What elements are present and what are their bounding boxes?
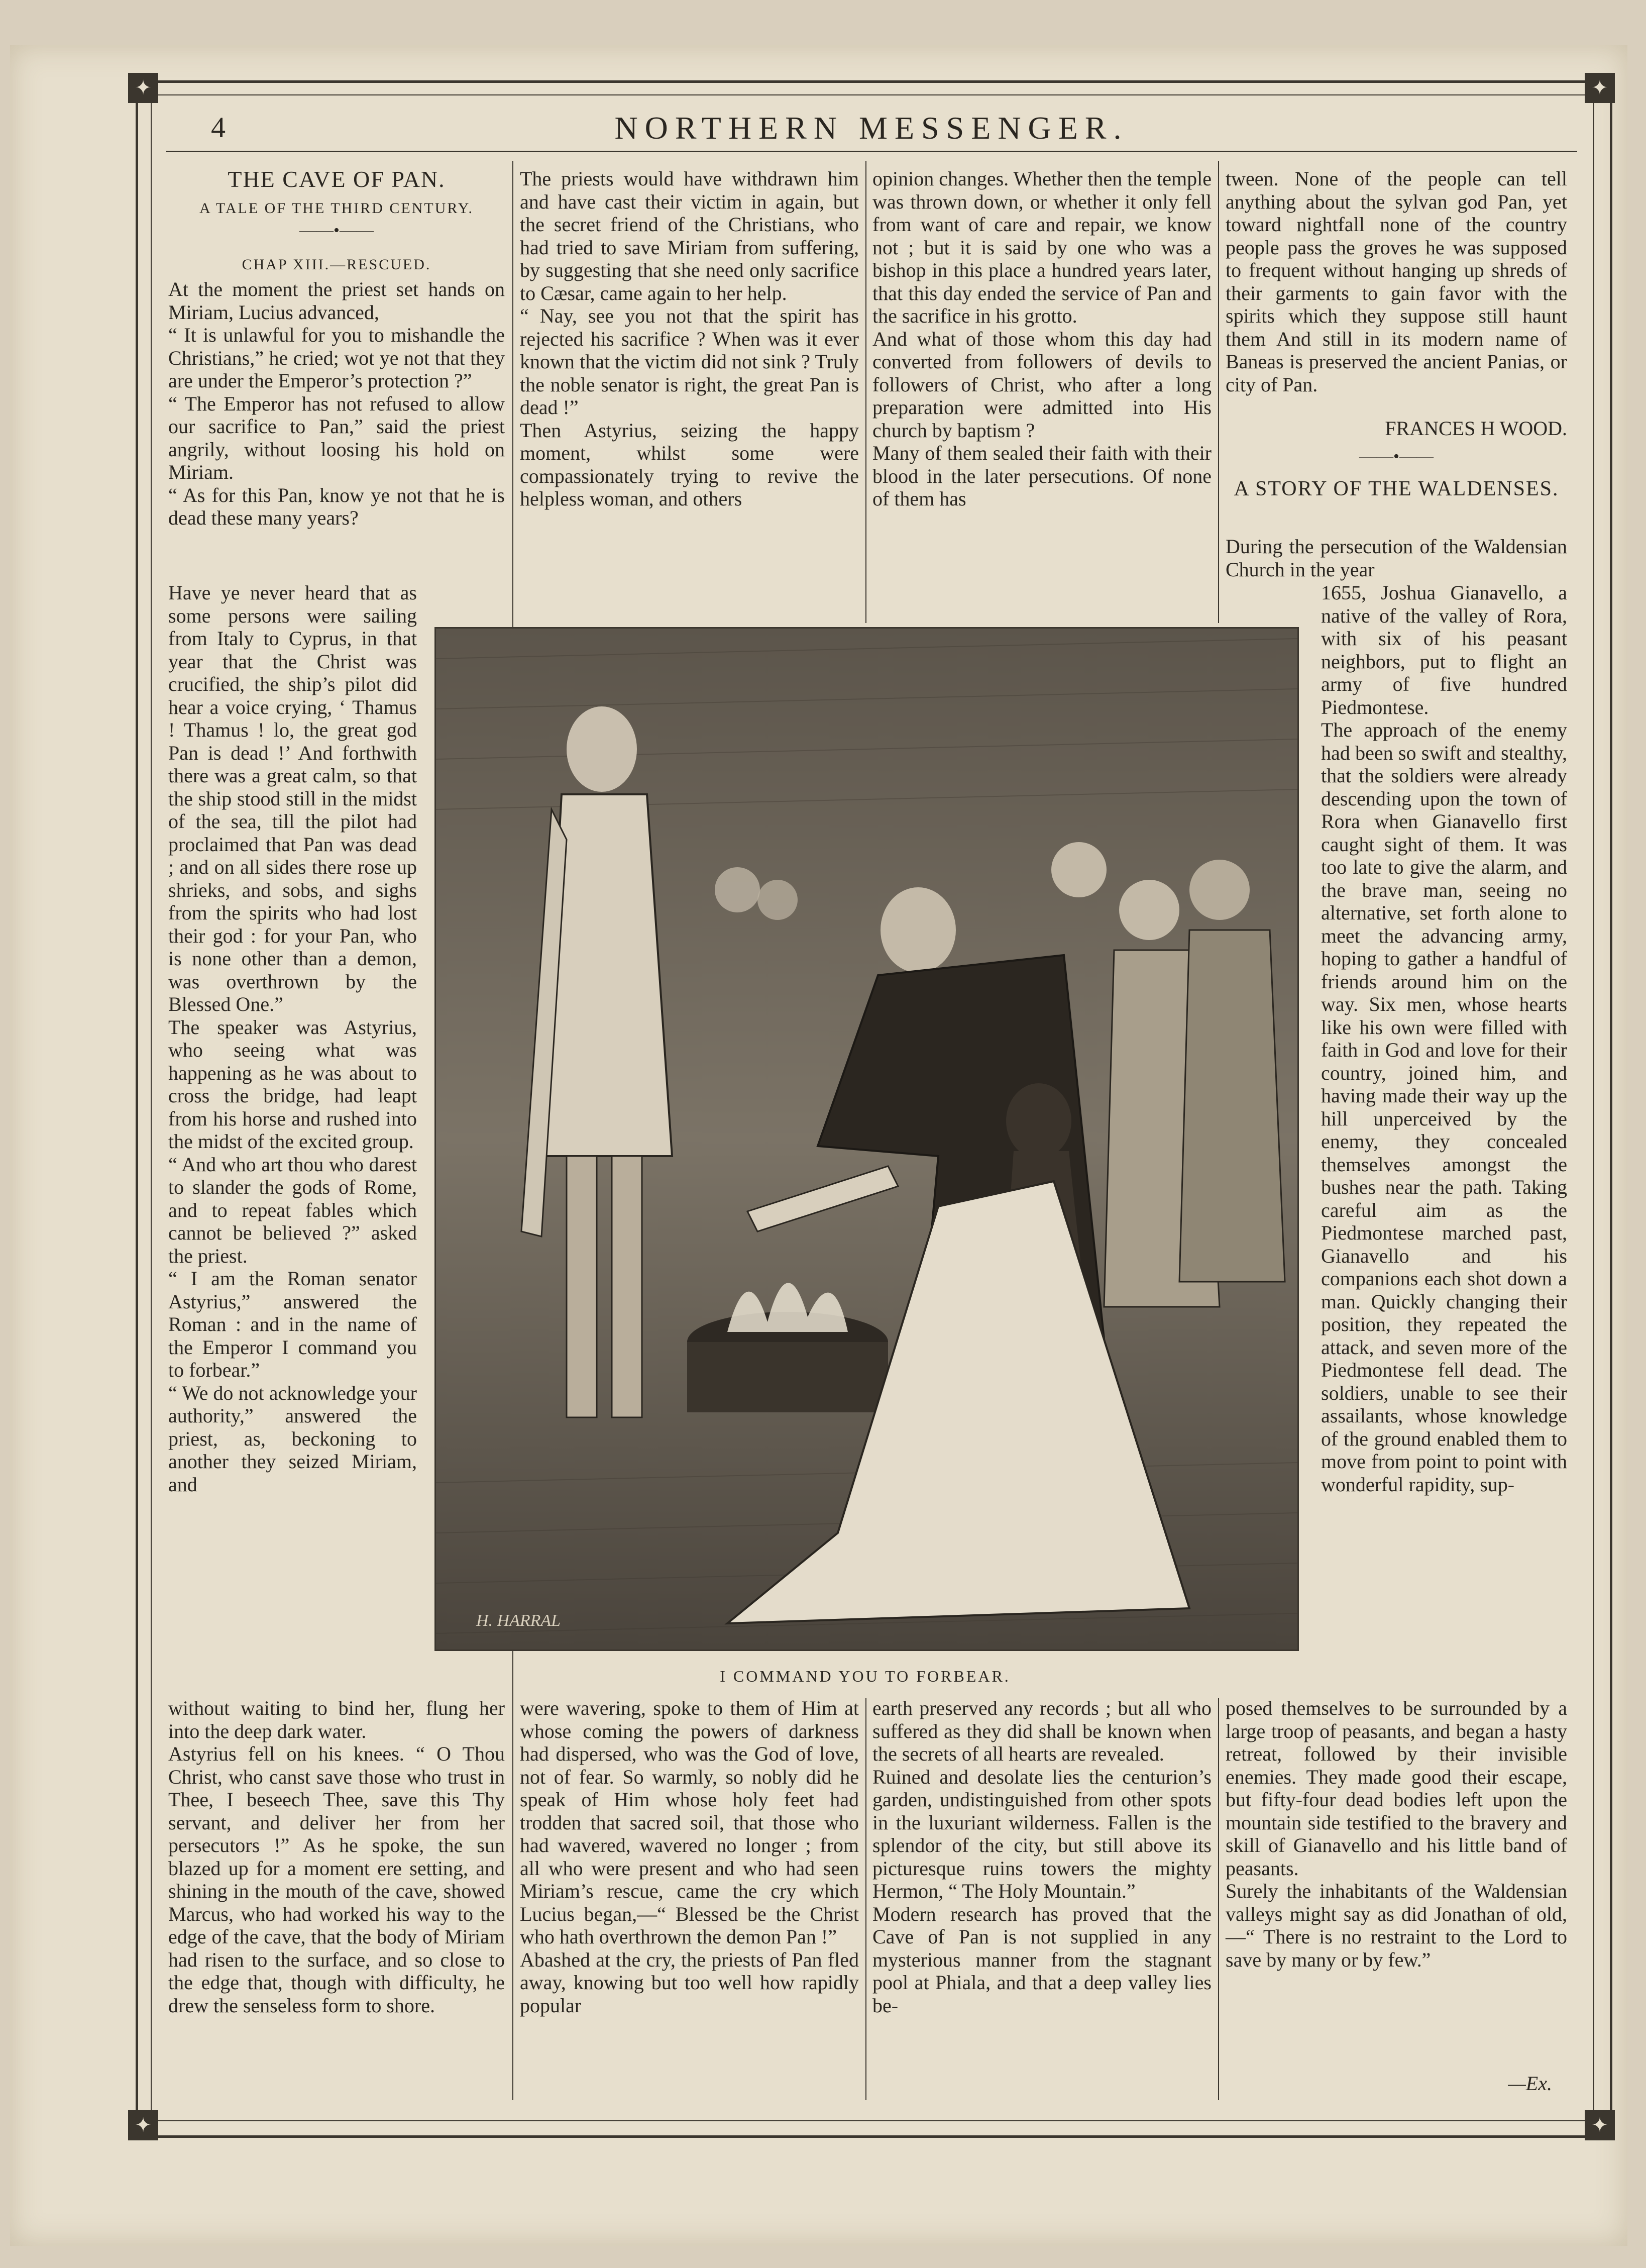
- article-text: During the persecution of the Waldensian Church in the year: [1226, 535, 1567, 581]
- author-byline: FRANCES H WOOD.: [1385, 417, 1567, 440]
- article-text: tween. None of the people can tell anything about the sylvan god Pan, yet toward nightfall none of the country people pass the groves he was supposed to frequent without hanging up shreds of their garments to gain favor with the spirits which they suppose still haunt them And still in its modern name of Baneas is preserved the ancient Panias, or city of Pan.: [1226, 167, 1567, 396]
- page-number: 4: [211, 111, 226, 144]
- article-text: earth preserved any records ; but all who suffered as they did shall be known when the secrets of all hearts are revealed. Ruined and desolate lies the centurion’s garden, undistinguished from other spots in the luxuriant wilderness. Fallen is the splendor of the city, but still above its picturesque ruins towers the mighty Hermon, “ The Holy Mountain.” Modern research has proved that the Cave of Pan is not supplied in any mysterious manner from the stagnant pool at Phiala, and that a deep valley lies be-: [872, 1697, 1212, 2017]
- article-text: opinion changes. Whether then the temple was thrown down, or whether it only fell from want of care and repair, we know not ; but it is said by one who was a bishop in this place a hundred years later, that this day ended the service of Pan and the sacrifice in his grotto. And what of those whom this day had converted from followers of devils to followers of Christ, who after a long preparation were admitted into His church by baptism ? Many of them sealed their faith with their blood in the later persecutions. Of none of them has: [872, 167, 1212, 510]
- chapter-heading: CHAP XIII.—RESCUED.: [242, 256, 431, 273]
- column-rule: [1218, 161, 1219, 623]
- corner-ornament-icon: ✦: [128, 73, 158, 103]
- masthead: NORTHERN MESSENGER.: [614, 110, 1129, 146]
- column-rule: [865, 1698, 866, 2100]
- article-text: Have ye never heard that as some persons were sailing from Italy to Cyprus, in that year that the Christ was crucified, the ship’s pilot did hear a voice crying, ‘ Thamus ! Thamus ! lo, the great god Pan is dead !’ And forthwith there was a great calm, so that the ship stood still in the midst of the sea, till the pilot had proclaimed that Pan was dead ; and on all sides there rose up shrieks, and sobs, and sighs from the spirits who had lost their god : for your Pan, who is none other than a demon, was overthrown by the Blessed One.” The speaker was Astyrius, who seeing what was happening as he was about to cross the bridge, had leapt from his horse and rushed into the midst of the excited group. “ And who art thou who darest to slander the gods of Rome, and to repeat fables which cannot be believed ?” asked the priest. “ I am the Roman senator Astyrius,” answered the Roman : and in the name of the Emperor I command you to forbear.” “ We do not acknowledge your authority,” answered the priest, as, beckoning to another they seized Miriam, and: [168, 581, 417, 1496]
- article-text: At the moment the priest set hands on Miriam, Lucius advanced, “ It is unlawful for you to mishandle the Christians,” he cried; wot ye not that they are under the Emperor’s protection ?” “ The Emperor has not refused to allow our sacrifice to Pan,” said the priest angrily, without loosing his hold on Miriam. “ As for this Pan, know ye not that he is dead these many years?: [168, 278, 505, 529]
- engraving-illustration: [434, 627, 1299, 1651]
- illustration-caption: I COMMAND YOU TO FORBEAR.: [720, 1667, 1011, 1685]
- corner-ornament-icon: ✦: [1585, 73, 1615, 103]
- article-text: were wavering, spoke to them of Him at whose coming the powers of darkness had dispersed, who was the God of love, not of fear. So warmly, so nobly did he speak of Him whose holy feet had trodden that sacred soil, that those who had wavered, wavered no longer ; from all who were present and who had seen Miriam’s rescue, came the cry which Lucius began,—“ Blessed be the Christ who hath overthrown the demon Pan !” Abashed at the cry, the priests of Pan fled away, knowing but too well how rapidly popular: [520, 1697, 859, 2017]
- divider: ——•——: [299, 221, 374, 240]
- article-text: without waiting to bind her, flung her into the deep dark water. Astyrius fell on his knees. “ O Thou Christ, who canst save those who trust in Thee, I beseech Thee, save this Thy servant, and deliver her from her persecutors !” As he spoke, the sun blazed up for a moment ere setting, and shining in the mouth of the cave, showed Marcus, who had worked his way to the edge of the cave, that the body of Miriam had risen to the surface, and so close to the edge that, though with difficulty, he drew the senseless form to shore.: [168, 1697, 505, 2017]
- article-text: The priests would have withdrawn him and have cast their victim in again, but the secret friend of the Christians, who had tried to save Miriam from suffering, by suggesting that she need only sacrifice to Cæsar, came again to her help. “ Nay, see you not that the spirit has rejected his sacrifice ? When was it ever known that the victim did not sink ? Truly the noble senator is right, the great Pan is dead !” Then Astyrius, seizing the happy moment, whilst some were compassionately trying to revive the helpless woman, and others: [520, 167, 859, 510]
- article-text: 1655, Joshua Gianavello, a native of the valley of Rora, with six of his peasant neighbors, put to flight an army of five hundred Piedmontese. The approach of the enemy had been so swift and stealthy, that the soldiers were already descending upon the town of Rora when Gianavello first caught sight of them. It was too late to give the alarm, and the brave man, seeing no alternative, set forth alone to meet the advancing army, hoping to gather a handful of friends around him on the way. Six men, whose hearts like his own were filled with faith in God and love for their country, joined him, and having made their way up the hill unperceived by the enemy, they concealed themselves amongst the bushes near the path. Taking careful aim as the Piedmontese marched past, Gianavello and his companions each shot down a man. Quickly changing their position, they repeated the attack, and seven more of the Piedmontese fell dead. The soldiers, unable to see their assailants, whose knowledge of the ground enabled them to move from point to point with wonderful rapidity, sup-: [1321, 581, 1567, 1496]
- engraver-signature: H. HARRAL: [476, 1611, 561, 1630]
- source-credit: —Ex.: [1508, 2072, 1552, 2095]
- corner-ornament-icon: ✦: [1585, 2110, 1615, 2140]
- story-subtitle: A TALE OF THE THIRD CENTURY.: [199, 200, 474, 217]
- divider: ——•——: [1359, 447, 1434, 466]
- column-rule: [1218, 1698, 1219, 2100]
- corner-ornament-icon: ✦: [128, 2110, 158, 2140]
- story-title: A STORY OF THE WALDENSES.: [1234, 477, 1559, 500]
- engraving-scene: [436, 629, 1297, 1650]
- article-text: posed themselves to be surrounded by a large troop of peasants, and began a hasty retreat, followed by their invisible enemies. They made good their escape, but fifty-four dead bodies left upon the mountain side testified to the bravery and skill of Gianavello and his little band of peasants. Surely the inhabitants of the Waldensian valleys might say as did Jonathan of old,—“ There is no restraint to the Lord to save by many or by few.”: [1226, 1697, 1567, 1971]
- page-header: [166, 106, 1577, 152]
- column-rule: [865, 161, 866, 623]
- column-rule: [512, 1688, 513, 2100]
- story-title: THE CAVE OF PAN.: [228, 166, 446, 192]
